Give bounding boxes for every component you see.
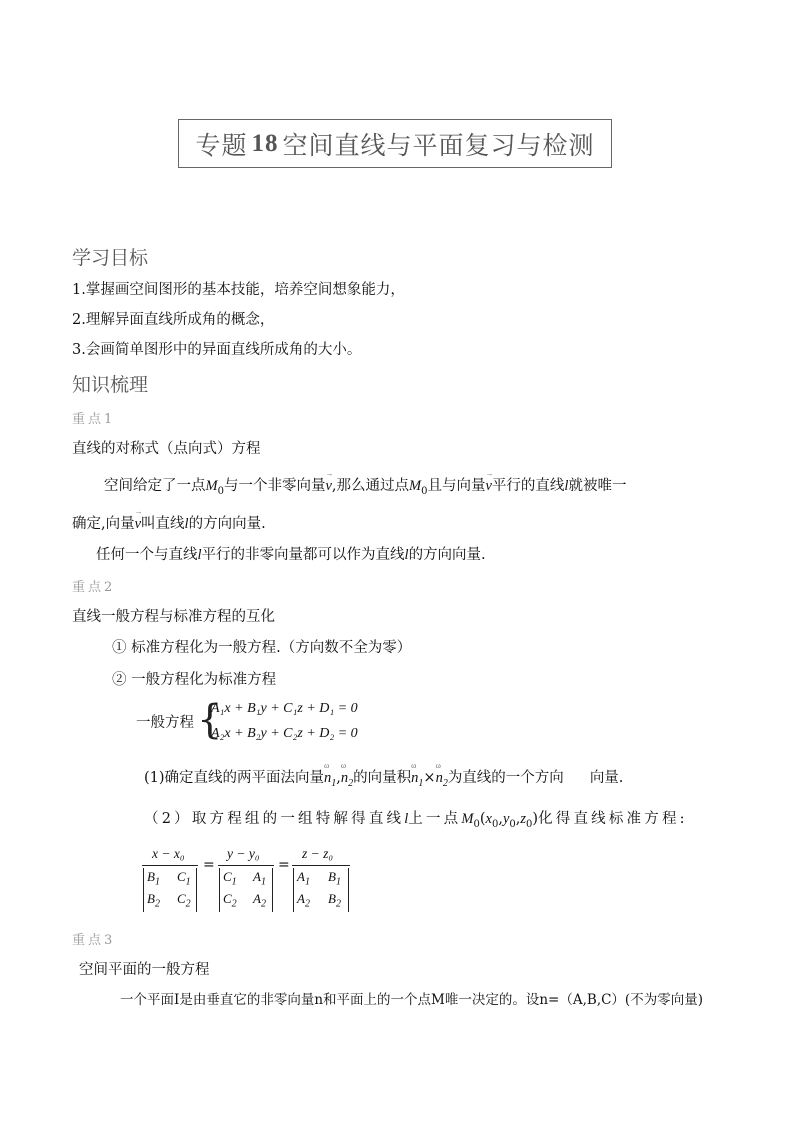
equation-line-1: A₁x + B₁y + C₁z + D₁ = 0 (211, 701, 358, 716)
page-title (178, 119, 612, 168)
general-equation-label: 一般方程 (136, 715, 194, 731)
numerator-2: y − y₀ (227, 846, 260, 861)
focus3-paragraph-1: 一个平面Ⅰ是由垂直它的非零向量n和平面上的一个点M唯一决定的。设n=（A,B,C）(不为零向量) (120, 992, 703, 1008)
fraction-line-1 (142, 865, 198, 866)
focus1-paragraph-3: 任何一个与直线l平行的非零向量都可以作为直线l的方向向量. (96, 547, 486, 563)
determinant-3: $A_1$ $B_1$ $A_2$ $B_2$ (293, 868, 349, 912)
determinant-2: $C_1$ $A_1$ $C_2$ $A_2$ (219, 868, 273, 912)
numerator-1: x − x₀ (152, 846, 185, 861)
step-1: (1)确定直线的两平面法向量$n_1$ ω $,n_2$ ω 的向量积$n_1$ ω $\times n_2$ ω 为直线的一个方向 向量. (144, 761, 624, 789)
title-number: 18 (251, 129, 279, 157)
title-suffix: 空间直线与平面复习与检测 (282, 130, 595, 160)
equals-sign-1: = (203, 857, 215, 873)
focus2-item-2: ② 一般方程化为标准方程 (112, 672, 277, 688)
focus3-heading: 空间平面的一般方程 (79, 962, 210, 978)
focus1-heading: 直线的对称式（点向式）方程 (72, 441, 261, 457)
learning-goals-heading: 学习目标 (72, 247, 149, 269)
brace-icon: { (197, 697, 223, 743)
focus-label-2: 重点2 (72, 580, 116, 595)
determinant-1: $B_1$ $C_1$ $B_2$ $C_2$ (143, 868, 197, 912)
knowledge-heading: 知识梳理 (72, 374, 149, 396)
numerator-3: z − z₀ (302, 846, 334, 861)
goal-item-2: 2.理解异面直线所成角的概念， (72, 312, 275, 328)
goal-item-1: 1.掌握画空间图形的基本技能，培养空间想象能力， (72, 282, 405, 298)
focus2-item-1: ① 标准方程化为一般方程.（方向数不全为零） (112, 640, 412, 656)
focus1-paragraph-2: 确定,向量v → 叫直线l的方向向量. (72, 507, 266, 532)
focus-label-3: 重点3 (72, 933, 116, 948)
equation-line-2: A₂x + B₂y + C₂z + D₂ = 0 (211, 726, 358, 741)
title-prefix: 专题 (195, 130, 248, 160)
fraction-line-3 (292, 865, 350, 866)
focus-label-1: 重点1 (72, 412, 116, 427)
fraction-line-2 (218, 865, 274, 866)
focus1-paragraph-1: 空间给定了一点$M_0$与一个非零向量v → ,那么通过点$M_0$且与向量v → 平行的直线l就被唯一 (104, 469, 627, 497)
goal-item-3: 3.会画简单图形中的异面直线所成角的大小。 (72, 342, 362, 358)
step-2: （2）取方程组的一组特解得直线l上一点$M_0(x_0,y_0,z_0)$化得直线标准方程: (144, 811, 688, 830)
equals-sign-2: = (278, 857, 290, 873)
focus2-heading: 直线一般方程与标准方程的互化 (72, 609, 275, 625)
